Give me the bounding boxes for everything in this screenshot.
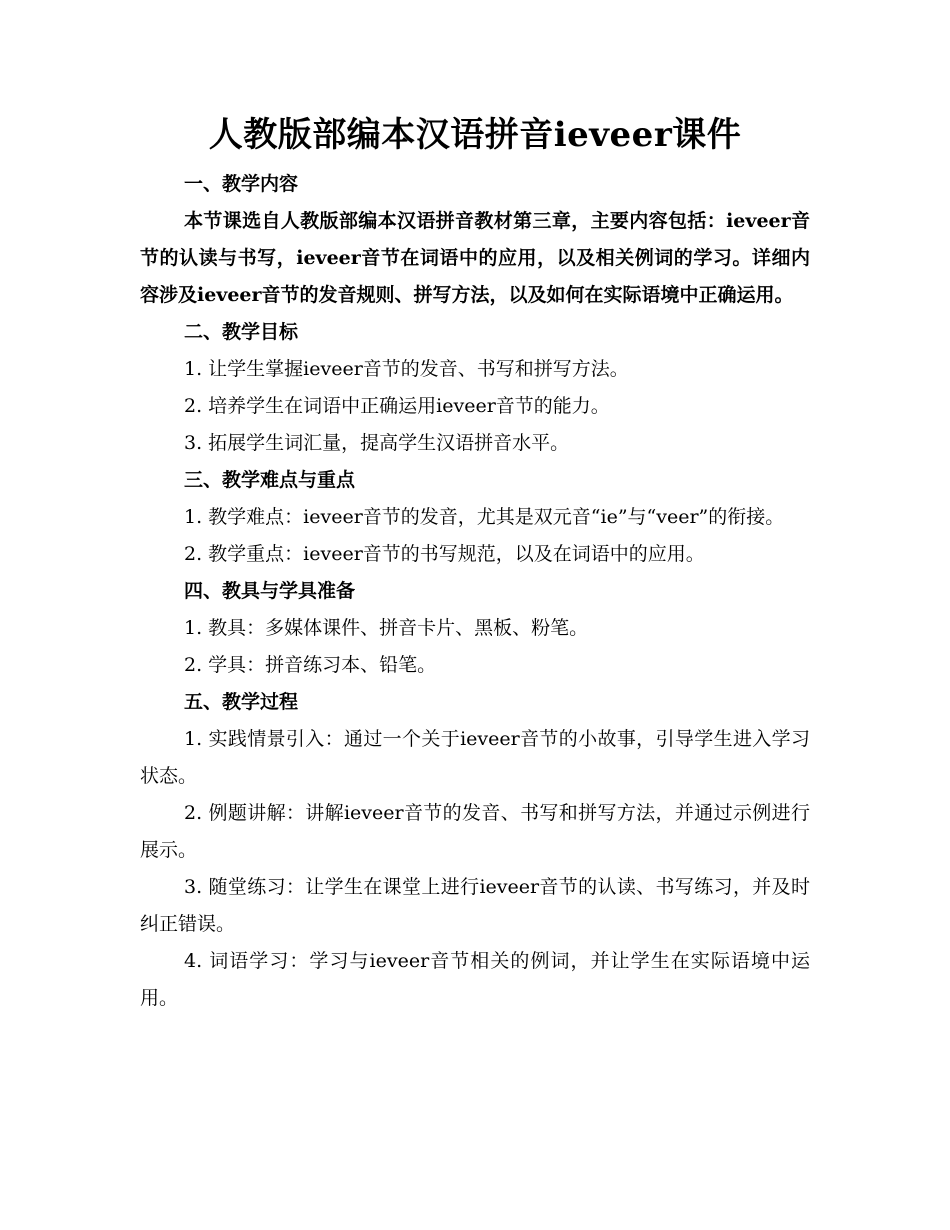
list-item: 2. 教学重点：ieveer音节的书写规范，以及在词语中的应用。 <box>184 543 705 565</box>
list-item: 4. 词语学习：学习与ieveer音节相关的例词，并让学生在实际语境中运用。 <box>140 950 810 1009</box>
list-item: 1. 教具：多媒体课件、拼音卡片、黑板、粉笔。 <box>184 617 589 639</box>
section-heading: 二、教学目标 <box>184 321 299 343</box>
list-item: 1. 实践情景引入：通过一个关于ieveer音节的小故事，引导学生进入学习状态。 <box>140 728 810 787</box>
list-item: 2. 学具：拼音练习本、铅笔。 <box>184 654 437 676</box>
list-item: 1. 教学难点：ieveer音节的发音，尤其是双元音“ie”与“veer”的衔接。 <box>184 506 785 528</box>
document-page <box>140 108 810 1017</box>
section-heading: 四、教具与学具准备 <box>184 580 356 602</box>
section-heading: 三、教学难点与重点 <box>184 469 356 491</box>
section-heading: 一、教学内容 <box>184 173 299 195</box>
list-item: 2. 例题讲解：讲解ieveer音节的发音、书写和拼写方法，并通过示例进行展示。 <box>140 802 810 861</box>
document-title: 人教版部编本汉语拼音ieveer课件 <box>208 115 742 155</box>
paragraph: 本节课选自人教版部编本汉语拼音教材第三章，主要内容包括：ieveer音节的认读与书写，ieveer音节在词语中的应用，以及相关例词的学习。详细内容涉及ieveer音节的发音规则、拼写方法，以及如何在实际语境中正确运用。 <box>140 210 810 306</box>
list-item: 2. 培养学生在词语中正确运用ieveer音节的能力。 <box>184 395 610 417</box>
list-item: 1. 让学生掌握ieveer音节的发音、书写和拼写方法。 <box>184 358 629 380</box>
list-item: 3. 拓展学生词汇量，提高学生汉语拼音水平。 <box>184 432 570 454</box>
section-heading: 五、教学过程 <box>184 691 299 713</box>
list-item: 3. 随堂练习：让学生在课堂上进行ieveer音节的认读、书写练习，并及时纠正错误。 <box>140 876 810 935</box>
